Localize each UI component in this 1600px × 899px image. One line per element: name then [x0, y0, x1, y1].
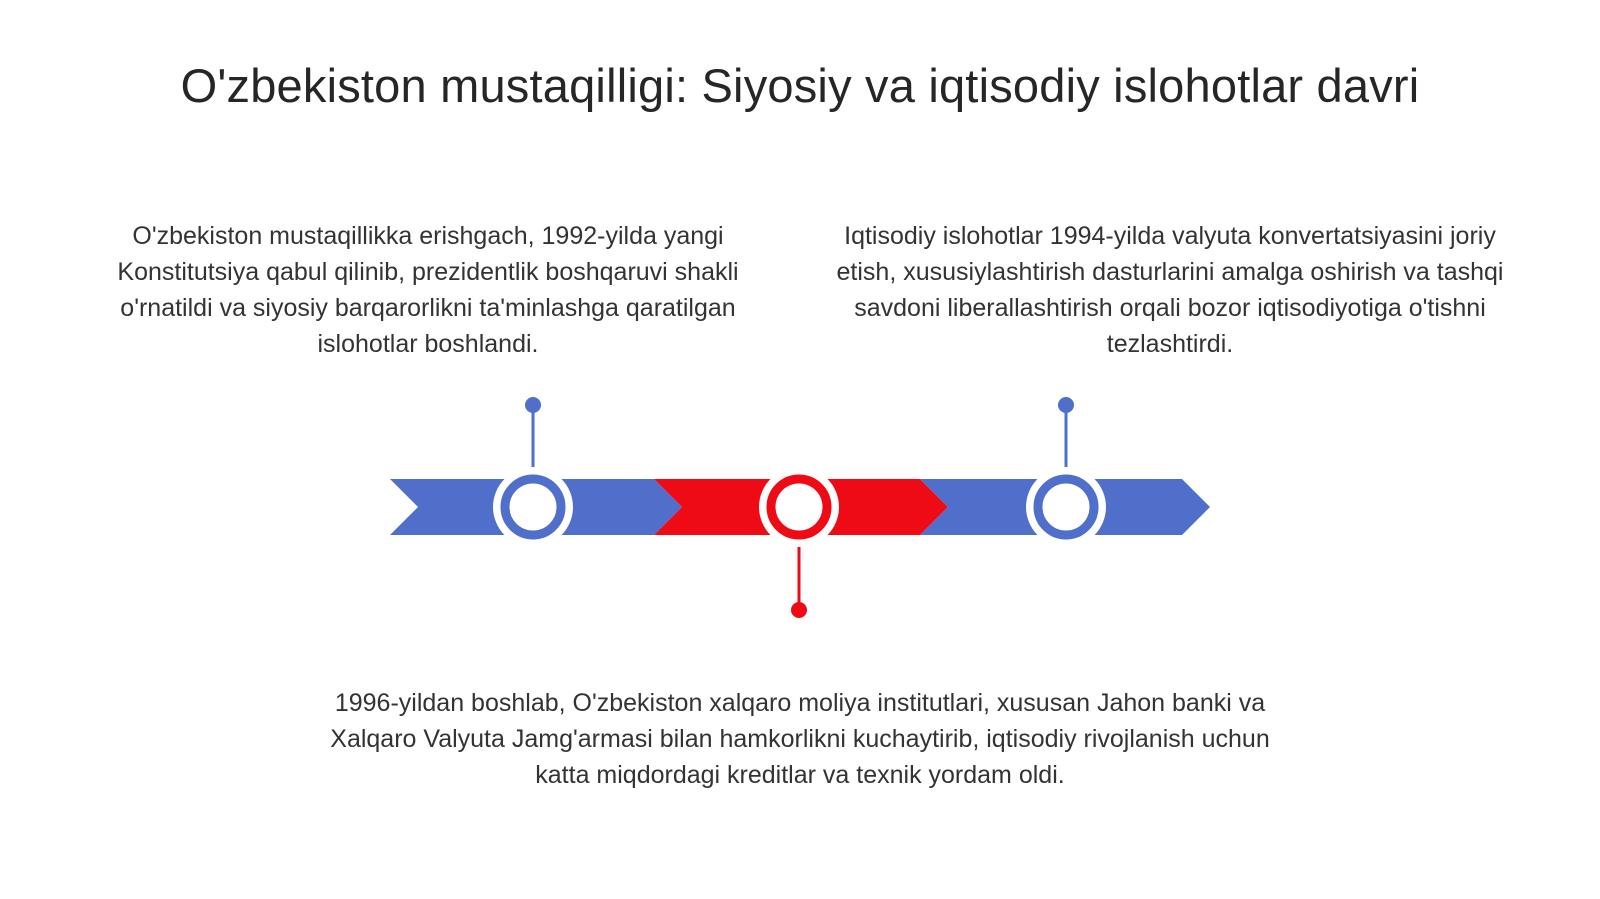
milestone-3-ring	[1038, 479, 1094, 535]
event-2-description: 1996-yildan boshlab, O'zbekiston xalqaro moliya institutlari, xususan Jahon banki va Xalqaro Valyuta Jamg'armasi bilan hamkorlikni kuchaytirib, iqtisodiy rivojlanish uchun katta miqdordagi kreditlar va texnik yordam oldi.	[330, 689, 1270, 789]
milestone-1-pin-dot	[525, 397, 541, 413]
event-3-description: Iqtisodiy islohotlar 1994-yilda valyuta konvertatsiyasini joriy etish, xususiylashtirish dasturlarini amalga oshirish va tashqi savdoni liberallashtirish orqali bozor iqtisodiyotiga o'tishni tezlashtirdi.	[836, 222, 1504, 358]
milestone-3-pin-dot	[1058, 397, 1074, 413]
milestone-1-ring	[505, 479, 561, 535]
milestone-2-ring	[771, 479, 827, 535]
event-1-description: O'zbekiston mustaqillikka erishgach, 1992-yilda yangi Konstitutsiya qabul qilinib, prezidentlik boshqaruvi shakli o'rnatildi va siyosiy barqarorlikni ta'minlashga qaratilgan islohotlar boshlandi.	[117, 222, 739, 358]
milestone-2-pin-dot	[791, 602, 807, 618]
timeline-milestone-2	[759, 467, 839, 618]
slide-title: O'zbekiston mustaqilligi: Siyosiy va iqtisodiy islohotlar davri	[180, 59, 1420, 112]
timeline-milestone-3	[1026, 397, 1106, 547]
timeline-milestone-1	[493, 397, 573, 547]
